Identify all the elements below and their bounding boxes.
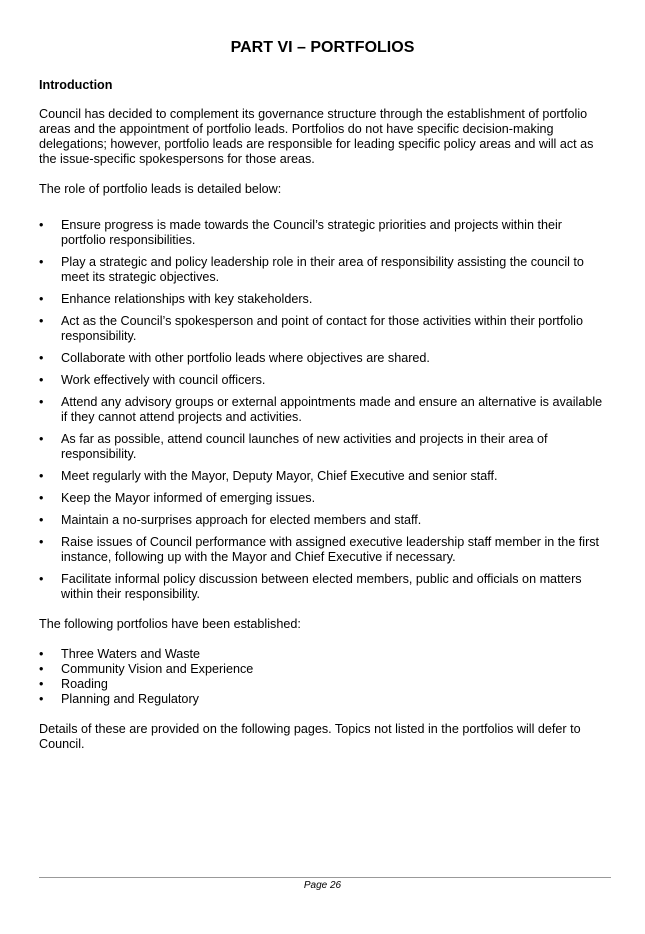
list-item <box>39 292 607 307</box>
bullet-icon: • <box>39 469 44 483</box>
bullet-icon: • <box>39 351 44 365</box>
bullet-icon: • <box>39 314 44 328</box>
list-item-text: Planning and Regulatory <box>61 692 199 706</box>
list-item-text: Facilitate informal policy discussion between elected members, public and officials on matters within their responsibility. <box>61 572 582 601</box>
page-content <box>39 78 607 767</box>
list-item <box>39 513 607 528</box>
list-item <box>39 218 607 248</box>
bullet-icon: • <box>39 218 44 232</box>
list-item <box>39 255 607 285</box>
list-item-text: Act as the Council’s spokesperson and point of contact for those activities within their portfolio responsibility. <box>61 314 583 343</box>
bullet-icon: • <box>39 692 44 706</box>
page-number: Page 26 <box>303 880 342 891</box>
list-item-text: Collaborate with other portfolio leads where objectives are shared. <box>61 351 430 365</box>
list-item <box>39 692 607 707</box>
list-item-text: As far as possible, attend council launches of new activities and projects in their area of responsibility. <box>61 432 548 461</box>
list-item <box>39 373 607 388</box>
list-item-text: Community Vision and Experience <box>61 662 254 676</box>
intro-paragraph: Council has decided to complement its governance structure through the establishment of portfolio areas and the appointment of portfolio leads. Portfolios do not have specific decision-making delegations; however, portfolio leads are responsible for leading specific policy areas and will act as the issue-specific spokespersons for those areas. <box>39 107 594 166</box>
list-item <box>39 469 607 484</box>
section-heading: Introduction <box>39 78 113 92</box>
list-item <box>39 572 607 602</box>
portfolios-lead-in: The following portfolios have been established: <box>39 617 301 631</box>
list-item-text: Ensure progress is made towards the Council’s strategic priorities and projects within their portfolio responsibilities. <box>61 218 562 247</box>
bullet-icon: • <box>39 292 44 306</box>
bullet-icon: • <box>39 572 44 586</box>
closing-paragraph: Details of these are provided on the following pages. Topics not listed in the portfolios will defer to Council. <box>39 722 581 751</box>
role-lead-in: The role of portfolio leads is detailed below: <box>39 182 282 196</box>
list-item <box>39 432 607 462</box>
list-item-text: Play a strategic and policy leadership role in their area of responsibility assisting the council to meet its strategic objectives. <box>61 255 584 284</box>
roles-list <box>39 218 607 602</box>
list-item-text: Meet regularly with the Mayor, Deputy Mayor, Chief Executive and senior staff. <box>61 469 498 483</box>
bullet-icon: • <box>39 513 44 527</box>
list-item-text: Three Waters and Waste <box>61 647 201 661</box>
list-item <box>39 647 607 662</box>
bullet-icon: • <box>39 395 44 409</box>
portfolios-list <box>39 647 607 707</box>
list-item <box>39 662 607 677</box>
bullet-icon: • <box>39 373 44 387</box>
list-item <box>39 314 607 344</box>
list-item-text: Maintain a no-surprises approach for elected members and staff. <box>61 513 422 527</box>
list-item <box>39 677 607 692</box>
list-item <box>39 351 607 366</box>
bullet-icon: • <box>39 662 44 676</box>
list-item-text: Raise issues of Council performance with assigned executive leadership staff member in the first instance, following up with the Mayor and Chief Executive if necessary. <box>61 535 600 564</box>
bullet-icon: • <box>39 255 44 269</box>
list-item <box>39 491 607 506</box>
bullet-icon: • <box>39 432 44 446</box>
page-title: PART VI – PORTFOLIOS <box>230 39 415 56</box>
bullet-icon: • <box>39 491 44 505</box>
footer-divider <box>39 877 611 878</box>
bullet-icon: • <box>39 647 44 661</box>
list-item <box>39 395 607 425</box>
bullet-icon: • <box>39 535 44 549</box>
list-item-text: Enhance relationships with key stakeholders. <box>61 292 313 306</box>
list-item-text: Roading <box>61 677 108 691</box>
list-item-text: Attend any advisory groups or external appointments made and ensure an alternative is available if they cannot attend projects and activities. <box>61 395 603 424</box>
list-item-text: Keep the Mayor informed of emerging issues. <box>61 491 316 505</box>
bullet-icon: • <box>39 677 44 691</box>
list-item-text: Work effectively with council officers. <box>61 373 266 387</box>
list-item <box>39 535 607 565</box>
